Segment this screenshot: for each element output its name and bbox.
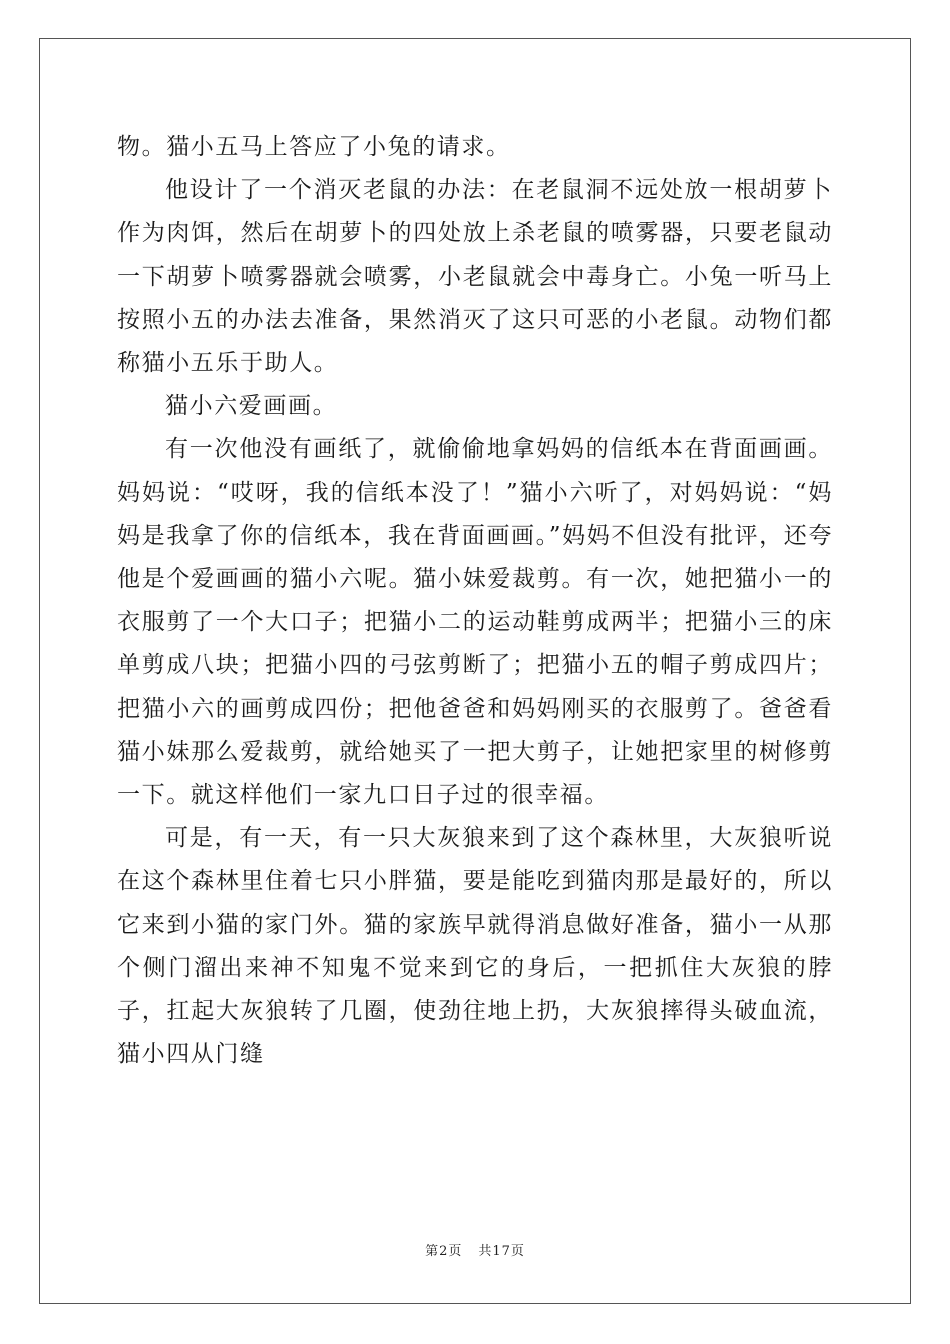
page-footer xyxy=(0,1240,950,1259)
paragraph-5: 可是，有一天，有一只大灰狼来到了这个森林里，大灰狼听说在这个森林里住着七只小胖猫，要是能吃到猫肉那是最好的，所以它来到小猫的家门外。猫的家族早就得消息做好准备，猫小一从那个侧门溜出来神不知鬼不觉来到它的身后，一把抓住大灰狼的脖子，扛起大灰狼转了几圈，使劲往地上扔，大灰狼摔得头破血流，猫小四从门缝 xyxy=(117,825,833,1068)
page-number: 第2页 xyxy=(425,1244,463,1259)
paragraph-3: 猫小六爱画画。 xyxy=(165,393,338,420)
page-total: 共17页 xyxy=(478,1244,525,1259)
paragraph-4: 有一次他没有画纸了，就偷偷地拿妈妈的信纸本在背面画画。妈妈说：“哎呀，我的信纸本没了！”猫小六听了，对妈妈说：“妈妈是我拿了你的信纸本，我在背面画画。”妈妈不但没有批评，还夸他是个爱画画的猫小六呢。猫小妹爱裁剪。有一次，她把猫小一的衣服剪了一个大口子；把猫小二的运动鞋剪成两半；把猫小三的床单剪成八块；把猫小四的弓弦剪断了；把猫小五的帽子剪成四片；把猫小六的画剪成四份；把他爸爸和妈妈刚买的衣服剪了。爸爸看猫小妹那么爱裁剪，就给她买了一把大剪子，让她把家里的树修剪一下。就这样他们一家九口日子过的很幸福。 xyxy=(117,436,833,809)
document-body xyxy=(117,126,833,1076)
paragraph-2: 他设计了一个消灭老鼠的办法：在老鼠洞不远处放一根胡萝卜作为肉饵，然后在胡萝卜的四处放上杀老鼠的喷雾器，只要老鼠动一下胡萝卜喷雾器就会喷雾，小老鼠就会中毒身亡。小兔一听马上按照小五的办法去准备，果然消灭了这只可恶的小老鼠。动物们都称猫小五乐于助人。 xyxy=(117,177,833,377)
paragraph-1: 物。猫小五马上答应了小兔的请求。 xyxy=(117,134,511,160)
